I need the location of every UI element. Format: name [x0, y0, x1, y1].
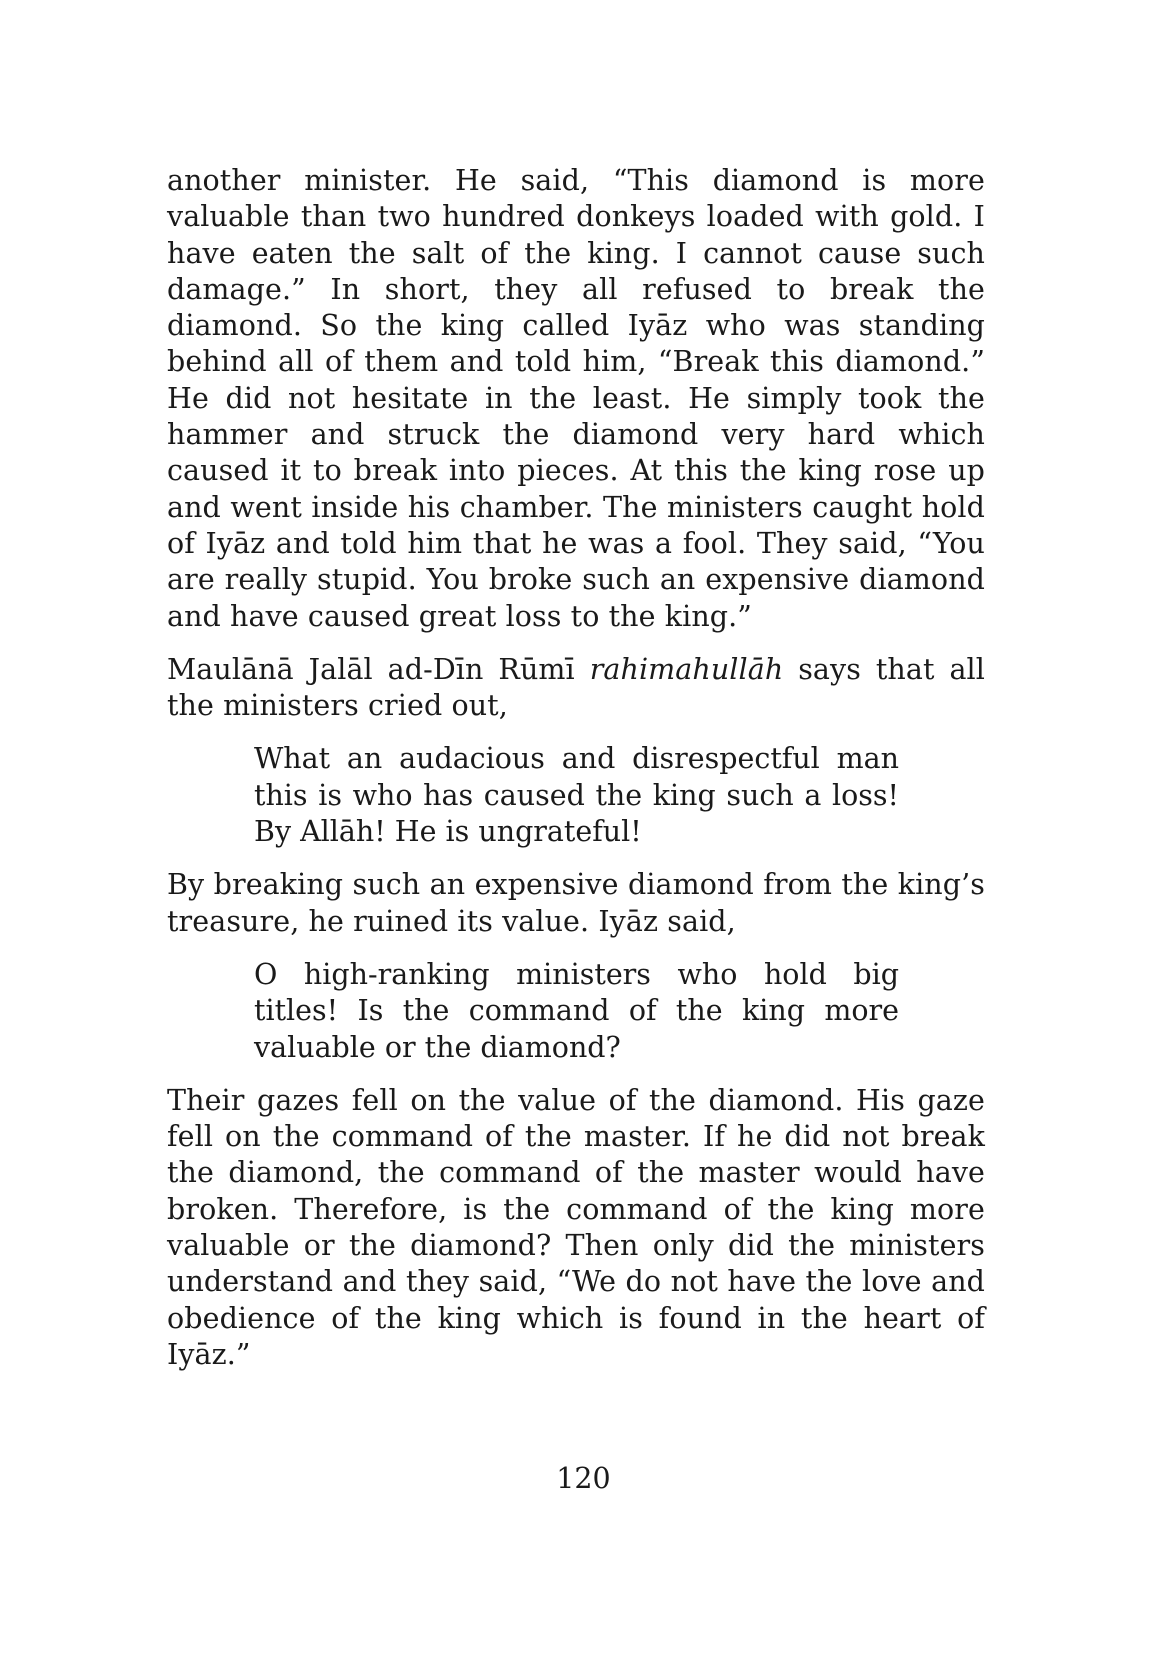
block-quote-1: What an audacious and disrespectful man this is who has caused the king such a loss! By Allāh! He is ungrateful! [254, 742, 899, 849]
paragraph-1: another minister. He said, “This diamond is more valuable than two hundred donkeys loaded with gold. I have eaten the salt of the king. I cannot cause such damage.” In short, they all refused to break the diamond. So the king called Iyāz who was standing behind all of them and told him, “Break this diamond.” He did not hesitate in the least. He simply took the hammer and struck the diamond very hard which caused it to break into pieces. At this the king rose up and went inside his chamber. The ministers caught hold of Iyāz and told him that he was a fool. They said, “You are really stupid. You broke such an expensive diamond and have caused great loss to the king.” [167, 164, 985, 633]
paragraph-2-tail: says that all the ministers cried out, [167, 652, 985, 723]
page-body [167, 163, 985, 1373]
page-number: 120 [556, 1462, 611, 1495]
paragraph-3: By breaking such an expensive diamond from the king’s treasure, he ruined its value. Iyāz said, [167, 868, 985, 938]
paragraph-2 [167, 652, 985, 725]
paragraph-4: Their gazes fell on the value of the diamond. His gaze fell on the command of the master. If he did not break the diamond, the command of the master would have broken. Therefore, is the command of the king more valuable or the diamond? Then only did the ministers understand and they said, “We do not have the love and obedience of the king which is found in the heart of Iyāz.” [167, 1083, 985, 1371]
block-quote-2: O high-ranking ministers who hold big titles! Is the command of the king more valuable or the diamond? [254, 957, 899, 1064]
honorific-italic: rahimahullāh [589, 652, 784, 686]
paragraph-2-lead: Maulānā Jalāl ad-Dīn Rūmī [167, 652, 590, 686]
